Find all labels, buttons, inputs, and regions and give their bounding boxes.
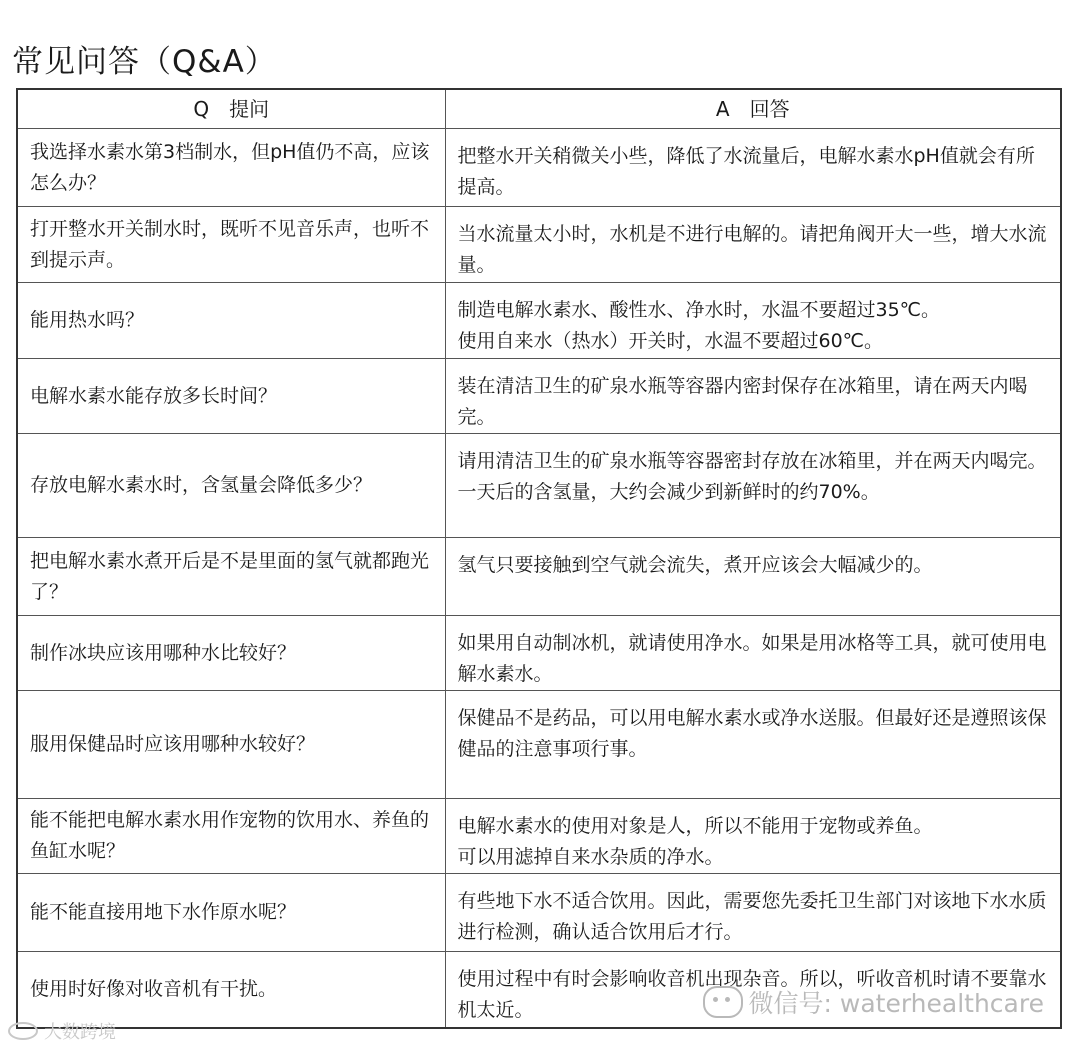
qa-row (17, 691, 1061, 799)
question-column-header: Q 提问 (17, 89, 445, 129)
question-cell: 能不能把电解水素水用作宠物的饮用水、养鱼的鱼缸水呢？ (17, 799, 445, 874)
source-watermark (8, 1018, 116, 1044)
wechat-watermark (703, 984, 1044, 1020)
answer-cell: 氢气只要接触到空气就会流失，煮开应该会大幅减少的。 (445, 538, 1061, 616)
source-watermark-text: 大数跨境 (44, 1022, 116, 1043)
question-cell: 能用热水吗？ (17, 283, 445, 359)
question-cell: 能不能直接用地下水作原水呢？ (17, 874, 445, 952)
question-cell: 我选择水素水第3档制水，但pH值仍不高，应该怎么办？ (17, 129, 445, 207)
wechat-watermark-text: 微信号: waterhealthcare (748, 989, 1044, 1018)
answer-cell: 把整水开关稍微关小些，降低了水流量后，电解水素水pH值就会有所提高。 (445, 129, 1061, 207)
answer-cell: 装在清洁卫生的矿泉水瓶等容器内密封保存在冰箱里，请在两天内喝完。 (445, 359, 1061, 434)
qa-row (17, 283, 1061, 359)
answer-cell: 当水流量太小时，水机是不进行电解的。请把角阀开大一些，增大水流量。 (445, 207, 1061, 283)
qa-table-body (17, 129, 1061, 1028)
answer-cell: 保健品不是药品，可以用电解水素水或净水送服。但最好还是遵照该保健品的注意事项行事。 (445, 691, 1061, 799)
eye-logo-icon (8, 1022, 38, 1040)
qa-row (17, 799, 1061, 874)
qa-row (17, 538, 1061, 616)
qa-row (17, 129, 1061, 207)
qa-row (17, 359, 1061, 434)
question-cell: 制作冰块应该用哪种水比较好？ (17, 616, 445, 691)
answer-cell: 有些地下水不适合饮用。因此，需要您先委托卫生部门对该地下水水质进行检测，确认适合饮用后才行。 (445, 874, 1061, 952)
qa-row (17, 207, 1061, 283)
table-header-row (17, 89, 1061, 129)
question-cell: 存放电解水素水时，含氢量会降低多少？ (17, 434, 445, 538)
qa-row (17, 616, 1061, 691)
answer-cell: 使用过程中有时会影响收音机出现杂音。所以，听收音机时请不要靠水机太近。 (445, 952, 1061, 1028)
qa-row (17, 434, 1061, 538)
question-cell: 使用时好像对收音机有干扰。 (17, 952, 445, 1028)
question-cell: 电解水素水能存放多长时间？ (17, 359, 445, 434)
answer-column-header: A 回答 (445, 89, 1061, 129)
qa-row (17, 874, 1061, 952)
answer-cell: 请用清洁卫生的矿泉水瓶等容器密封存放在冰箱里，并在两天内喝完。一天后的含氢量，大约会减少到新鲜时的约70%。 (445, 434, 1061, 538)
answer-cell: 如果用自动制冰机，就请使用净水。如果是用冰格等工具，就可使用电解水素水。 (445, 616, 1061, 691)
wechat-icon (703, 986, 743, 1018)
qa-table (16, 88, 1062, 1029)
question-cell: 把电解水素水煮开后是不是里面的氢气就都跑光了？ (17, 538, 445, 616)
page-title: 常见问答（Q&A） (12, 44, 277, 80)
answer-cell: 电解水素水的使用对象是人，所以不能用于宠物或养鱼。 可以用滤掉自来水杂质的净水。 (445, 799, 1061, 874)
question-cell: 打开整水开关制水时，既听不见音乐声，也听不到提示声。 (17, 207, 445, 283)
question-cell: 服用保健品时应该用哪种水较好？ (17, 691, 445, 799)
answer-cell: 制造电解水素水、酸性水、净水时，水温不要超过35℃。 使用自来水（热水）开关时，水温不要超过60℃。 (445, 283, 1061, 359)
